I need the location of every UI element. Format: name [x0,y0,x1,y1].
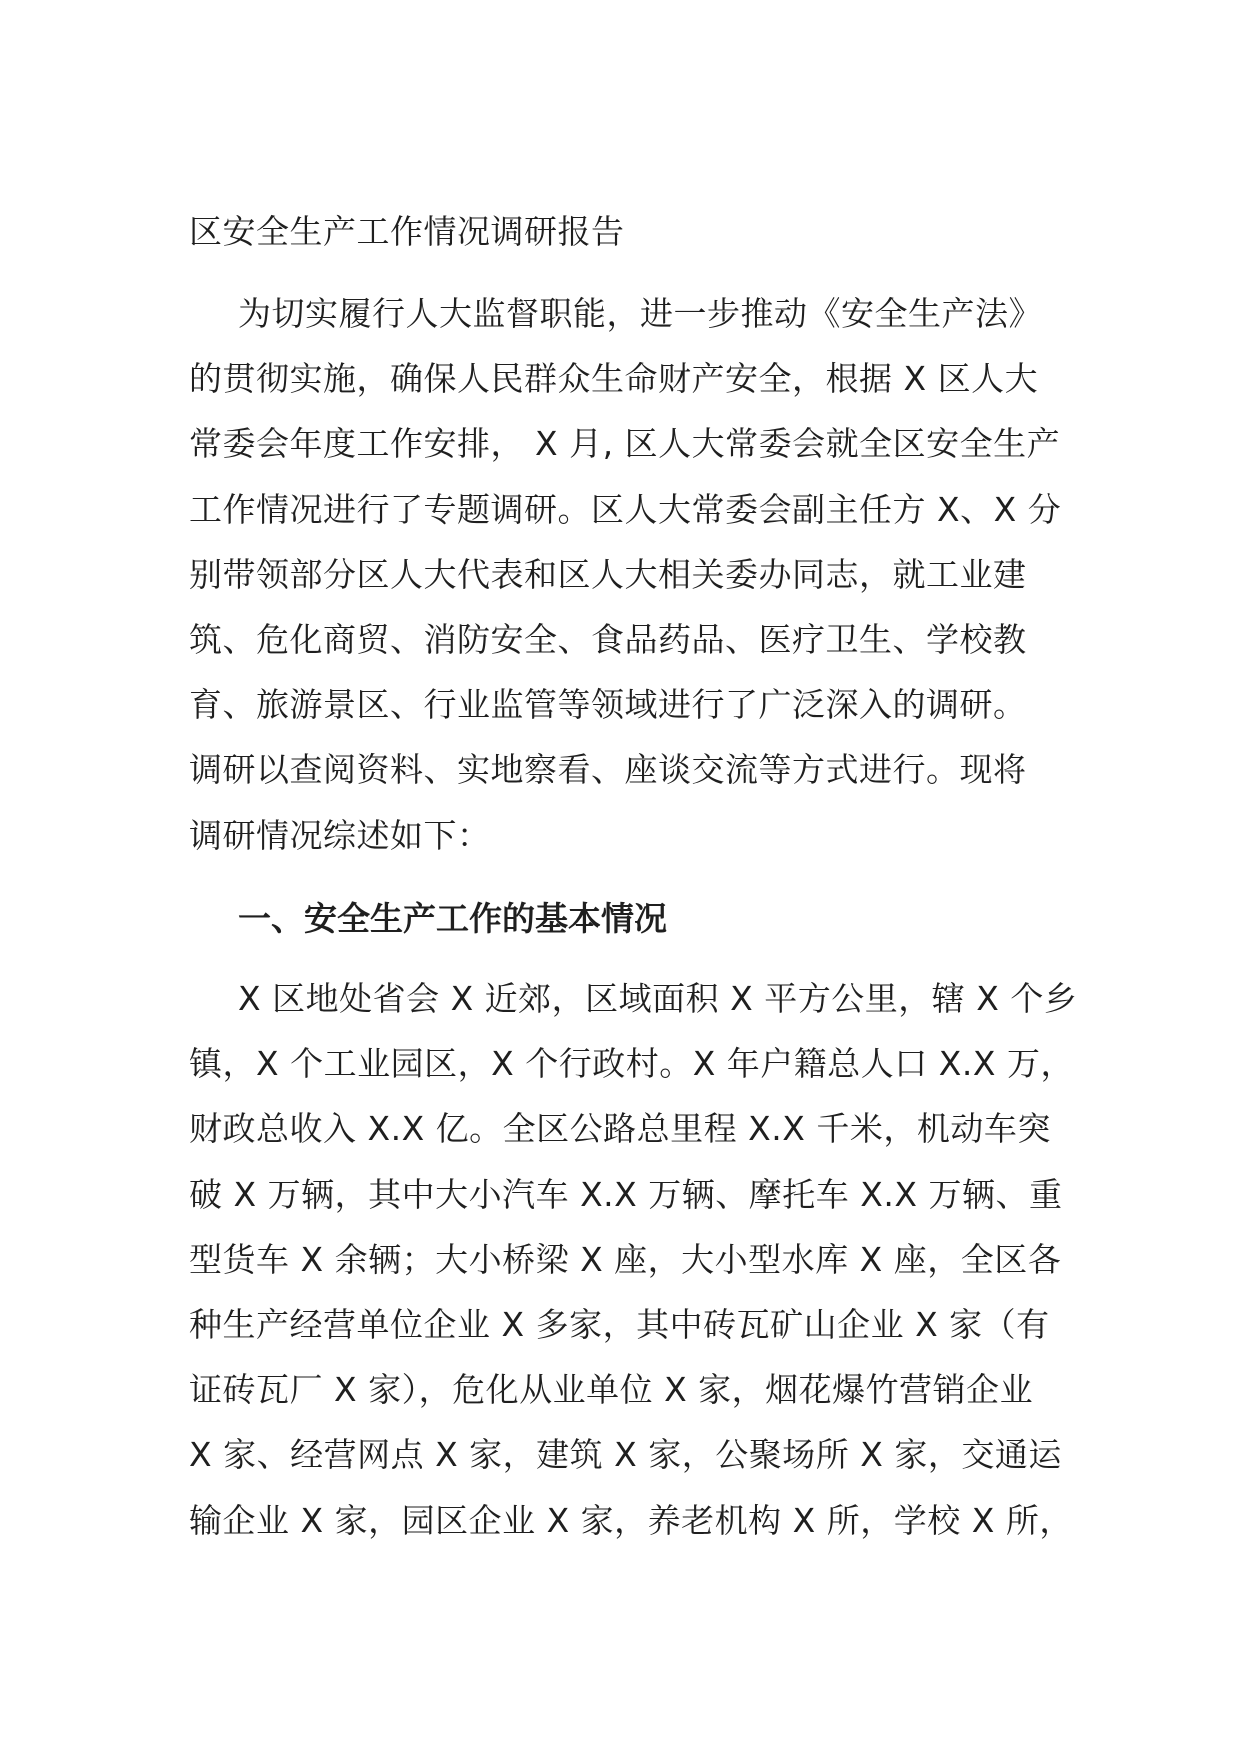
paragraph-line: X 区地处省会 X 近郊，区域面积 X 平方公里，辖 X 个乡 [238,979,1078,1018]
paragraph-line: 工作情况进行了专题调研。区人大常委会副主任方 X、X 分 [189,489,1062,529]
paragraph-line: 别带领部分区人大代表和区人大相关委办同志，就工业建 [189,554,1027,594]
paragraph-line: 财政总收入 X.X 亿。全区公路总里程 X.X 千米，机动车突 [189,1109,1051,1149]
paragraph-line: 的贯彻实施，确保人民群众生命财产安全，根据 X 区人大 [189,359,1039,399]
paragraph-line: 破 X 万辆，其中大小汽车 X.X 万辆、摩托车 X.X 万辆、重 [189,1174,1063,1214]
paragraph-introduction [189,290,1069,877]
paragraph-line: 筑、危化商贸、消防安全、食品药品、医疗卫生、学校教 [189,619,1027,659]
paragraph-line: 证砖瓦厂 X 家），危化从业单位 X 家，烟花爆竹营销企业 [189,1370,1034,1410]
paragraph-line: 型货车 X 余辆；大小桥梁 X 座，大小型水库 X 座，全区各 [189,1239,1062,1279]
paragraph-line: 调研以查阅资料、实地察看、座谈交流等方式进行。现将 [189,750,1027,790]
paragraph-basic-situation [189,975,1078,1562]
document-title: 区安全生产工作情况调研报告 [189,212,625,251]
paragraph-line: 输企业 X 家，园区企业 X 家，养老机构 X 所，学校 X 所， [189,1500,1073,1540]
paragraph-line: 调研情况综述如下： [189,815,491,855]
paragraph-line: 常委会年度工作安排， X 月, 区人大常委会就全区安全生产 [189,424,1061,464]
paragraph-line: 为切实履行人大监督职能，进一步推动《安全生产法》 [238,294,1042,333]
paragraph-line: 镇，X 个工业园区，X 个行政村。X 年户籍总人口 X.X 万， [189,1044,1074,1084]
paragraph-line: X 家、经营网点 X 家，建筑 X 家，公聚场所 X 家，交通运 [189,1435,1062,1475]
section-heading: 一、安全生产工作的基本情况 [238,899,667,938]
paragraph-line: 育、旅游景区、行业监管等领域进行了广泛深入的调研。 [189,685,1027,725]
paragraph-line: 种生产经营单位企业 X 多家，其中砖瓦矿山企业 X 家（有 [189,1304,1050,1344]
